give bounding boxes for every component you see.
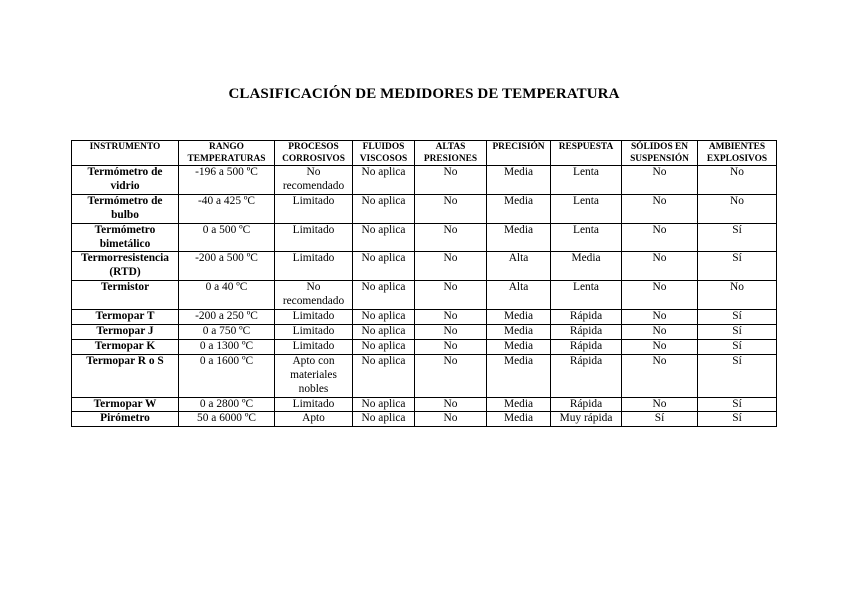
table-row (72, 412, 777, 427)
corrosive-cell: No recomendado (275, 166, 353, 195)
viscous-cell: No aplica (353, 194, 415, 223)
viscous-cell: No aplica (353, 354, 415, 397)
header-fluidos: FLUIDOS VISCOSOS (353, 141, 415, 166)
header-ambientes: AMBIENTES EXPLOSIVOS (698, 141, 777, 166)
precision-cell: Media (487, 223, 551, 252)
instrument-cell: Termopar J (72, 324, 179, 339)
range-cell: 0 a 2800 ºC (179, 397, 275, 412)
solids-cell: No (622, 354, 698, 397)
precision-cell: Media (487, 324, 551, 339)
pressure-cell: No (415, 223, 487, 252)
table-row (72, 354, 777, 397)
explosive-cell: Sí (698, 252, 777, 281)
pressure-cell: No (415, 166, 487, 195)
document-title: CLASIFICACIÓN DE MEDIDORES DE TEMPERATURA (228, 86, 620, 102)
header-precision: PRECISIÓN (487, 141, 551, 166)
response-cell: Rápida (551, 397, 622, 412)
solids-cell: No (622, 281, 698, 310)
viscous-cell: No aplica (353, 324, 415, 339)
table-row (72, 324, 777, 339)
temperature-meters-table (71, 140, 777, 427)
viscous-cell: No aplica (353, 166, 415, 195)
instrument-cell: Termorresistencia (RTD) (72, 252, 179, 281)
pressure-cell: No (415, 354, 487, 397)
precision-cell: Alta (487, 252, 551, 281)
table-row (72, 223, 777, 252)
viscous-cell: No aplica (353, 281, 415, 310)
corrosive-cell: Limitado (275, 339, 353, 354)
precision-cell: Media (487, 194, 551, 223)
table-row (72, 310, 777, 325)
explosive-cell: Sí (698, 310, 777, 325)
pressure-cell: No (415, 310, 487, 325)
response-cell: Lenta (551, 166, 622, 195)
viscous-cell: No aplica (353, 397, 415, 412)
pressure-cell: No (415, 252, 487, 281)
table-row (72, 166, 777, 195)
solids-cell: No (622, 397, 698, 412)
corrosive-cell: Limitado (275, 223, 353, 252)
explosive-cell: Sí (698, 354, 777, 397)
instrument-cell: Termopar W (72, 397, 179, 412)
viscous-cell: No aplica (353, 339, 415, 354)
instrument-cell: Termistor (72, 281, 179, 310)
response-cell: Muy rápida (551, 412, 622, 427)
pressure-cell: No (415, 412, 487, 427)
instrument-cell: Termómetro de bulbo (72, 194, 179, 223)
corrosive-cell: No recomendado (275, 281, 353, 310)
response-cell: Rápida (551, 310, 622, 325)
solids-cell: No (622, 339, 698, 354)
instrument-cell: Termopar R o S (72, 354, 179, 397)
viscous-cell: No aplica (353, 310, 415, 325)
header-procesos: PROCESOS CORROSIVOS (275, 141, 353, 166)
explosive-cell: No (698, 194, 777, 223)
corrosive-cell: Apto con materiales nobles (275, 354, 353, 397)
corrosive-cell: Limitado (275, 194, 353, 223)
precision-cell: Media (487, 339, 551, 354)
precision-cell: Media (487, 354, 551, 397)
viscous-cell: No aplica (353, 223, 415, 252)
corrosive-cell: Limitado (275, 252, 353, 281)
explosive-cell: Sí (698, 397, 777, 412)
response-cell: Lenta (551, 281, 622, 310)
range-cell: 0 a 40 ºC (179, 281, 275, 310)
solids-cell: No (622, 324, 698, 339)
table-row (72, 281, 777, 310)
solids-cell: No (622, 252, 698, 281)
solids-cell: No (622, 223, 698, 252)
pressure-cell: No (415, 397, 487, 412)
explosive-cell: Sí (698, 339, 777, 354)
pressure-cell: No (415, 324, 487, 339)
range-cell: 0 a 500 ºC (179, 223, 275, 252)
precision-cell: Media (487, 412, 551, 427)
header-solidos: SÓLIDOS EN SUSPENSIÓN (622, 141, 698, 166)
viscous-cell: No aplica (353, 412, 415, 427)
instrument-cell: Pirómetro (72, 412, 179, 427)
explosive-cell: Sí (698, 412, 777, 427)
explosive-cell: No (698, 166, 777, 195)
corrosive-cell: Limitado (275, 397, 353, 412)
explosive-cell: Sí (698, 223, 777, 252)
response-cell: Rápida (551, 339, 622, 354)
range-cell: -196 a 500 ºC (179, 166, 275, 195)
corrosive-cell: Limitado (275, 310, 353, 325)
solids-cell: No (622, 310, 698, 325)
instrument-cell: Termómetro de vidrio (72, 166, 179, 195)
response-cell: Media (551, 252, 622, 281)
pressure-cell: No (415, 339, 487, 354)
pressure-cell: No (415, 281, 487, 310)
solids-cell: No (622, 166, 698, 195)
explosive-cell: Sí (698, 324, 777, 339)
explosive-cell: No (698, 281, 777, 310)
response-cell: Rápida (551, 324, 622, 339)
range-cell: -200 a 250 ºC (179, 310, 275, 325)
precision-cell: Alta (487, 281, 551, 310)
header-instrumento: INSTRUMENTO (72, 141, 179, 166)
instrument-cell: Termopar K (72, 339, 179, 354)
response-cell: Lenta (551, 194, 622, 223)
range-cell: 0 a 1600 ºC (179, 354, 275, 397)
precision-cell: Media (487, 310, 551, 325)
header-respuesta: RESPUESTA (551, 141, 622, 166)
instrument-cell: Termopar T (72, 310, 179, 325)
solids-cell: Sí (622, 412, 698, 427)
solids-cell: No (622, 194, 698, 223)
header-presiones: ALTAS PRESIONES (415, 141, 487, 166)
range-cell: 50 a 6000 ºC (179, 412, 275, 427)
corrosive-cell: Apto (275, 412, 353, 427)
precision-cell: Media (487, 397, 551, 412)
viscous-cell: No aplica (353, 252, 415, 281)
table-row (72, 339, 777, 354)
header-rango: RANGO TEMPERATURAS (179, 141, 275, 166)
range-cell: 0 a 1300 ºC (179, 339, 275, 354)
corrosive-cell: Limitado (275, 324, 353, 339)
precision-cell: Media (487, 166, 551, 195)
table-row (72, 194, 777, 223)
instrument-cell: Termómetro bimetálico (72, 223, 179, 252)
table-row (72, 252, 777, 281)
response-cell: Lenta (551, 223, 622, 252)
header-row (72, 141, 777, 166)
range-cell: 0 a 750 ºC (179, 324, 275, 339)
pressure-cell: No (415, 194, 487, 223)
range-cell: -40 a 425 ºC (179, 194, 275, 223)
response-cell: Rápida (551, 354, 622, 397)
table-row (72, 397, 777, 412)
range-cell: -200 a 500 ºC (179, 252, 275, 281)
